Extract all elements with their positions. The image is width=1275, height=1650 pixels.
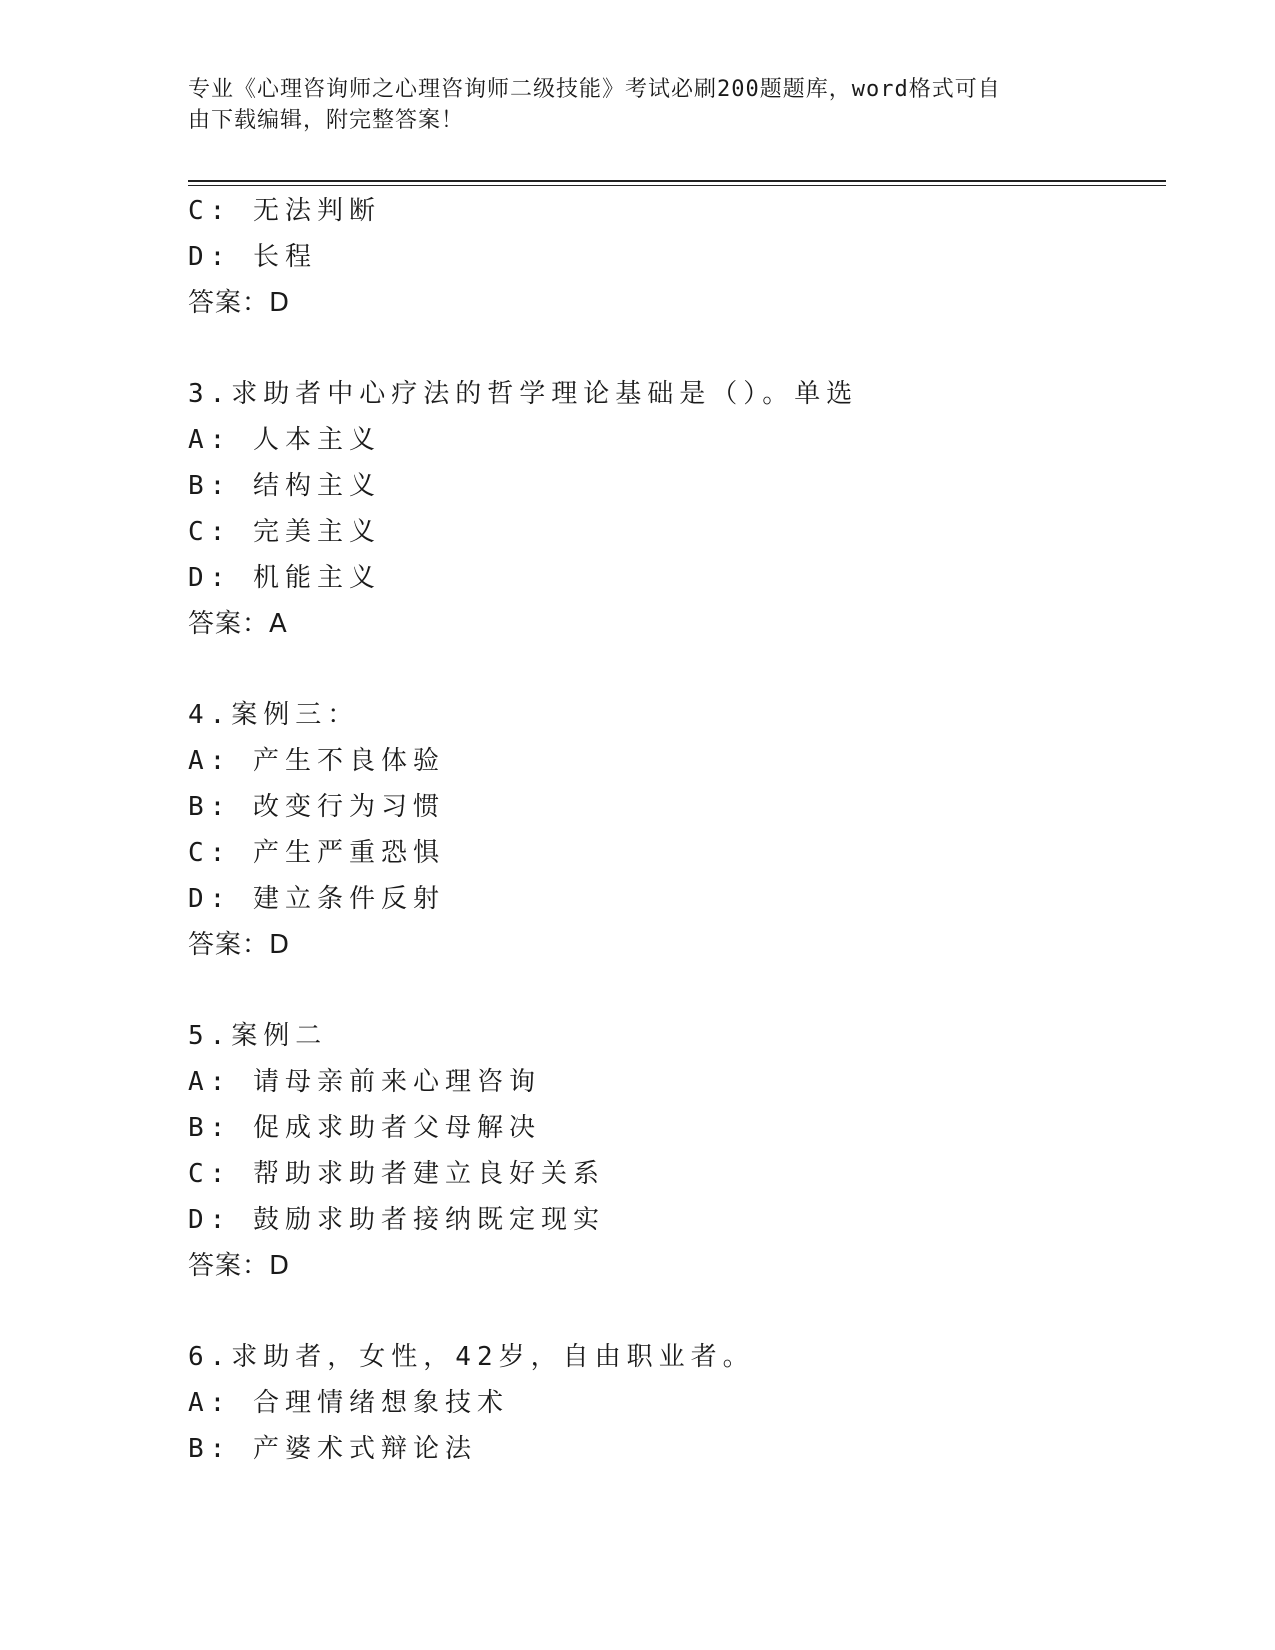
option-c: C: 完美主义 xyxy=(188,517,381,547)
option-c: C: 无法判断 xyxy=(188,196,381,226)
header-line-1: 专业《心理咨询师之心理咨询师二级技能》考试必刷200题题库，word格式可自 xyxy=(188,77,1001,102)
option-d: D: 鼓励求助者接纳既定现实 xyxy=(188,1205,605,1235)
question-block xyxy=(188,371,1148,647)
answer-line: 答案：A xyxy=(188,609,288,639)
question-block xyxy=(188,1334,1148,1472)
question-title: 4.案例三： xyxy=(188,700,360,730)
option-b: B: 促成求助者父母解决 xyxy=(188,1113,541,1143)
header-line-2: 由下载编辑，附完整答案！ xyxy=(188,108,465,133)
option-d: D: 长程 xyxy=(188,242,317,272)
question-block xyxy=(188,1013,1148,1289)
question-block xyxy=(188,692,1148,968)
question-block xyxy=(188,188,1148,326)
option-b: B: 结构主义 xyxy=(188,471,381,501)
document-header xyxy=(188,74,1068,136)
option-b: B: 改变行为习惯 xyxy=(188,792,445,822)
answer-line: 答案：D xyxy=(188,288,291,318)
option-d: D: 机能主义 xyxy=(188,563,381,593)
option-b: B: 产婆术式辩论法 xyxy=(188,1434,477,1464)
option-d: D: 建立条件反射 xyxy=(188,884,445,914)
option-a: A: 合理情绪想象技术 xyxy=(188,1388,509,1418)
spacer xyxy=(188,968,1148,1013)
answer-line: 答案：D xyxy=(188,930,291,960)
answer-line: 答案：D xyxy=(188,1251,291,1281)
header-divider-thin xyxy=(188,185,1166,186)
option-c: C: 产生严重恐惧 xyxy=(188,838,445,868)
spacer xyxy=(188,326,1148,371)
option-c: C: 帮助求助者建立良好关系 xyxy=(188,1159,605,1189)
spacer xyxy=(188,1289,1148,1334)
question-list xyxy=(188,188,1148,1472)
option-a: A: 人本主义 xyxy=(188,425,381,455)
spacer xyxy=(188,647,1148,692)
question-title: 5.案例二 xyxy=(188,1021,328,1051)
option-a: A: 请母亲前来心理咨询 xyxy=(188,1067,541,1097)
question-title: 6.求助者，女性，42岁，自由职业者。 xyxy=(188,1342,755,1372)
option-a: A: 产生不良体验 xyxy=(188,746,445,776)
header-divider-thick xyxy=(188,180,1166,182)
question-title: 3.求助者中心疗法的哲学理论基础是（）。单选 xyxy=(188,379,859,409)
